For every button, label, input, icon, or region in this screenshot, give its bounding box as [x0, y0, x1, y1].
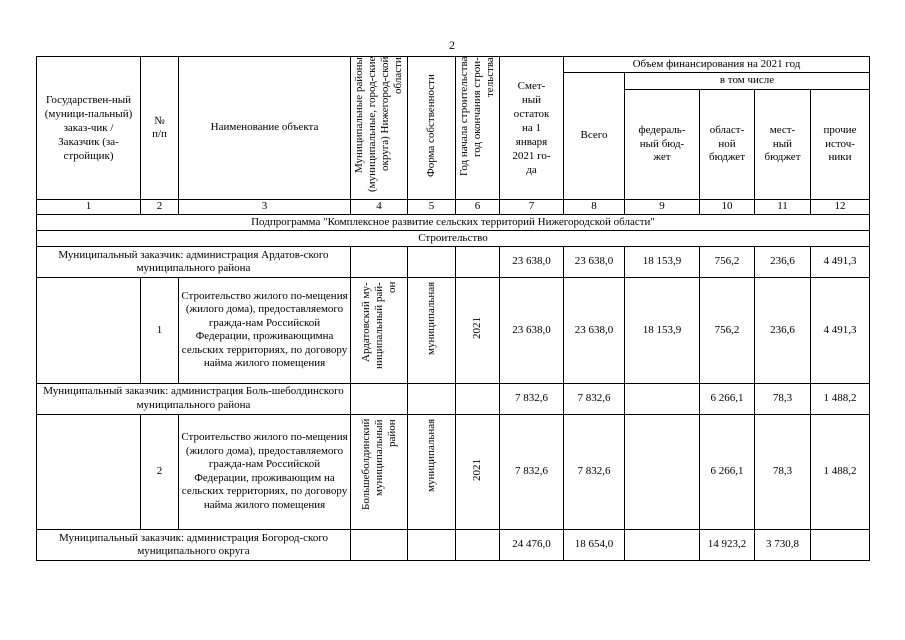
- col-number: 5: [408, 200, 456, 215]
- header-customer: [37, 57, 141, 200]
- other-value: 4 491,3: [811, 278, 870, 384]
- header-local-text: мест-ный бюджет: [764, 124, 801, 164]
- object-district-text: Большеболдинский муниципальный район: [359, 418, 398, 510]
- remainder-value: 7 832,6: [500, 383, 564, 414]
- header-other-text: прочие источ-ники: [823, 124, 857, 164]
- regional-value: 756,2: [700, 278, 755, 384]
- object-year-text: 2021: [471, 317, 483, 339]
- local-value: 3 730,8: [755, 530, 811, 561]
- object-row: [37, 414, 870, 530]
- header-federal: [625, 90, 700, 200]
- header-federal-text: федераль-ный бюд-жет: [638, 124, 686, 164]
- empty-cell: [351, 247, 408, 278]
- regional-value: 6 266,1: [700, 414, 755, 530]
- remainder-value: 7 832,6: [500, 414, 564, 530]
- other-value: [811, 530, 870, 561]
- object-year: [456, 414, 500, 530]
- col-number: 6: [456, 200, 500, 215]
- header-ownership-text: Форма собственности: [425, 74, 437, 178]
- empty-cell: [408, 383, 456, 414]
- header-num-text: № п/п: [152, 114, 167, 140]
- header-districts: [351, 57, 408, 200]
- object-name: Строительство жилого по-мещения (жилого дома), предоставляемого гражда-нам Российской Федерации, проживающим на сельских территориях, по договору найма жилого помещения: [179, 414, 351, 530]
- col-number: 11: [755, 200, 811, 215]
- col-number: 1: [37, 200, 141, 215]
- col-number: 8: [564, 200, 625, 215]
- header-other: [811, 90, 870, 200]
- object-district-text: Ардатовский му-ниципальный рай-он: [359, 282, 398, 369]
- object-ownership-text: муниципальная: [425, 418, 437, 492]
- object-district: [351, 278, 408, 384]
- header-districts-text: Муниципальные районы (муниципальные, город-ские округа) Нижегород-ской области: [353, 57, 404, 193]
- federal-value: [625, 414, 700, 530]
- col-number: 3: [179, 200, 351, 215]
- empty-cell: [351, 383, 408, 414]
- empty-cell: [37, 414, 141, 530]
- section-title: Строительство: [37, 231, 870, 247]
- header-ownership: [408, 57, 456, 200]
- customer-row: [37, 247, 870, 278]
- header-remainder: [500, 57, 564, 200]
- federal-value: [625, 383, 700, 414]
- local-value: 236,6: [755, 278, 811, 384]
- customer-name: Муниципальный заказчик: администрация Боль-шеболдинского муниципального района: [37, 383, 351, 414]
- total-value: 7 832,6: [564, 383, 625, 414]
- regional-value: 756,2: [700, 247, 755, 278]
- header-years: [456, 57, 500, 200]
- regional-value: 14 923,2: [700, 530, 755, 561]
- header-total: Всего: [564, 73, 625, 200]
- object-name: Строительство жилого по-мещения (жилого дома), предоставляемого гражда-нам Российской Федерации, проживающимна сельских территориях, по договору найма жилого помещения: [179, 278, 351, 384]
- empty-cell: [37, 278, 141, 384]
- federal-value: [625, 530, 700, 561]
- federal-value: 18 153,9: [625, 278, 700, 384]
- header-regional: [700, 90, 755, 200]
- remainder-value: 24 476,0: [500, 530, 564, 561]
- header-num: [141, 57, 179, 200]
- header-customer-text: Государствен-ный (муници-пальный) заказ-чик / Заказчик (за-стройщик): [44, 94, 133, 162]
- subprogram-title: Подпрограмма "Комплексное развитие сельских территорий Нижегородской области": [37, 215, 870, 231]
- object-row: [37, 278, 870, 384]
- empty-cell: [456, 383, 500, 414]
- header-including: в том числе: [625, 73, 870, 90]
- header-years-text: Год начала строительства год окончания строи-тельства: [458, 57, 496, 177]
- total-value: 23 638,0: [564, 278, 625, 384]
- header-object-name: Наименование объекта: [179, 57, 351, 200]
- object-number: 2: [141, 414, 179, 530]
- col-number: 10: [700, 200, 755, 215]
- customer-name: Муниципальный заказчик: администрация Ардатов-ского муниципального района: [37, 247, 351, 278]
- header-local: [755, 90, 811, 200]
- other-value: 4 491,3: [811, 247, 870, 278]
- object-number: 1: [141, 278, 179, 384]
- object-ownership: [408, 278, 456, 384]
- header-funding-group: Объем финансирования на 2021 год: [564, 57, 870, 73]
- object-year: [456, 278, 500, 384]
- header-regional-text: област-ной бюджет: [709, 124, 745, 164]
- object-ownership: [408, 414, 456, 530]
- remainder-value: 23 638,0: [500, 247, 564, 278]
- empty-cell: [408, 530, 456, 561]
- total-value: 7 832,6: [564, 414, 625, 530]
- object-ownership-text: муниципальная: [425, 282, 437, 356]
- column-number-row: [37, 200, 870, 215]
- customer-row: [37, 530, 870, 561]
- federal-value: 18 153,9: [625, 247, 700, 278]
- total-value: 18 654,0: [564, 530, 625, 561]
- col-number: 4: [351, 200, 408, 215]
- customer-row: [37, 383, 870, 414]
- investment-table: [36, 56, 870, 561]
- other-value: 1 488,2: [811, 383, 870, 414]
- object-district: [351, 414, 408, 530]
- empty-cell: [351, 530, 408, 561]
- total-value: 23 638,0: [564, 247, 625, 278]
- empty-cell: [408, 247, 456, 278]
- col-number: 9: [625, 200, 700, 215]
- other-value: 1 488,2: [811, 414, 870, 530]
- local-value: 78,3: [755, 383, 811, 414]
- local-value: 236,6: [755, 247, 811, 278]
- regional-value: 6 266,1: [700, 383, 755, 414]
- col-number: 12: [811, 200, 870, 215]
- object-year-text: 2021: [471, 458, 483, 481]
- local-value: 78,3: [755, 414, 811, 530]
- header-remainder-text: Смет-ный остаток на 1 января 2021 го-да: [512, 80, 551, 176]
- customer-name: Муниципальный заказчик: администрация Богород-ского муниципального округа: [37, 530, 351, 561]
- empty-cell: [456, 530, 500, 561]
- empty-cell: [456, 247, 500, 278]
- remainder-value: 23 638,0: [500, 278, 564, 384]
- col-number: 7: [500, 200, 564, 215]
- page-number: 2: [449, 38, 455, 52]
- col-number: 2: [141, 200, 179, 215]
